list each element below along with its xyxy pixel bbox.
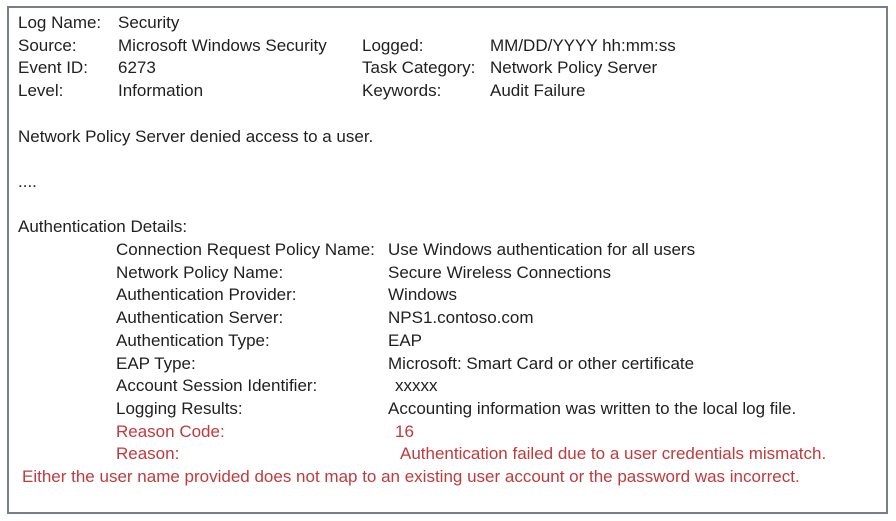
reason-code-label: Reason Code: bbox=[116, 421, 225, 441]
detail-row-authentication-provider bbox=[116, 284, 878, 307]
detail-row-reason-code bbox=[116, 421, 878, 444]
level-label: Level: bbox=[18, 81, 64, 101]
authentication-type-label: Authentication Type: bbox=[116, 330, 270, 350]
event-log-panel bbox=[7, 6, 888, 514]
connection-request-policy-label: Connection Request Policy Name: bbox=[116, 239, 375, 259]
task-category-value: Network Policy Server bbox=[490, 58, 658, 78]
authentication-server-label: Authentication Server: bbox=[116, 308, 284, 328]
reason-value: Authentication failed due to a user credentials mismatch. bbox=[400, 444, 827, 464]
detail-row-eap-type bbox=[116, 353, 878, 376]
logging-results-label: Logging Results: bbox=[116, 398, 243, 418]
authentication-provider-value: Windows bbox=[388, 285, 457, 305]
detail-row-reason bbox=[116, 443, 878, 466]
spacer bbox=[18, 148, 878, 171]
keywords-label: Keywords: bbox=[362, 81, 442, 101]
header-row-log-name bbox=[18, 12, 878, 35]
source-label: Source: bbox=[18, 35, 77, 55]
connection-request-policy-value: Use Windows authentication for all users bbox=[388, 239, 696, 259]
detail-row-authentication-server bbox=[116, 307, 878, 330]
log-name-value: Security bbox=[118, 13, 180, 32]
network-policy-name-value: Secure Wireless Connections bbox=[388, 262, 611, 282]
spacer bbox=[18, 194, 878, 217]
logged-label: Logged: bbox=[362, 35, 424, 55]
event-id-label: Event ID: bbox=[18, 58, 88, 78]
header-empty-value bbox=[490, 12, 878, 35]
ellipsis-text: .... bbox=[18, 171, 37, 191]
spacer bbox=[18, 103, 878, 126]
authentication-type-value: EAP bbox=[388, 330, 423, 350]
log-name-label: Log Name: bbox=[18, 13, 102, 32]
event-id-value: 6273 bbox=[118, 58, 156, 78]
header-row-level-keywords bbox=[18, 80, 878, 103]
event-description: Network Policy Server denied access to a user. bbox=[18, 126, 374, 146]
authentication-details-heading: Authentication Details: bbox=[18, 217, 188, 237]
detail-row-network-policy-name bbox=[116, 262, 878, 285]
authentication-server-value: NPS1.contoso.com bbox=[388, 308, 534, 328]
logging-results-value: Accounting information was written to the local log file. bbox=[388, 398, 797, 418]
account-session-identifier-value: xxxxx bbox=[395, 376, 438, 396]
reason-label: Reason: bbox=[116, 444, 180, 464]
authentication-provider-label: Authentication Provider: bbox=[116, 285, 297, 305]
source-value: Microsoft Windows Security bbox=[118, 35, 327, 55]
account-session-identifier-label: Account Session Identifier: bbox=[116, 376, 318, 396]
network-policy-name-label: Network Policy Name: bbox=[116, 262, 284, 282]
task-category-label: Task Category: bbox=[362, 58, 476, 78]
detail-row-connection-request-policy bbox=[116, 239, 878, 262]
reason-code-value: 16 bbox=[395, 421, 414, 441]
detail-row-logging-results bbox=[116, 398, 878, 421]
level-value: Information bbox=[118, 81, 204, 101]
eap-type-value: Microsoft: Smart Card or other certificate bbox=[388, 353, 695, 373]
header-row-eventid-taskcategory bbox=[18, 57, 878, 80]
header-empty-label bbox=[362, 12, 490, 35]
reason-footer-note: Either the user name provided does not map to an existing user account or the password was incorrect. bbox=[22, 467, 800, 487]
eap-type-label: EAP Type: bbox=[116, 353, 196, 373]
detail-row-account-session-identifier bbox=[116, 375, 878, 398]
logged-value: MM/DD/YYYY hh:mm:ss bbox=[490, 35, 676, 55]
header-row-source-logged bbox=[18, 35, 878, 58]
detail-row-authentication-type bbox=[116, 330, 878, 353]
keywords-value: Audit Failure bbox=[490, 81, 586, 101]
